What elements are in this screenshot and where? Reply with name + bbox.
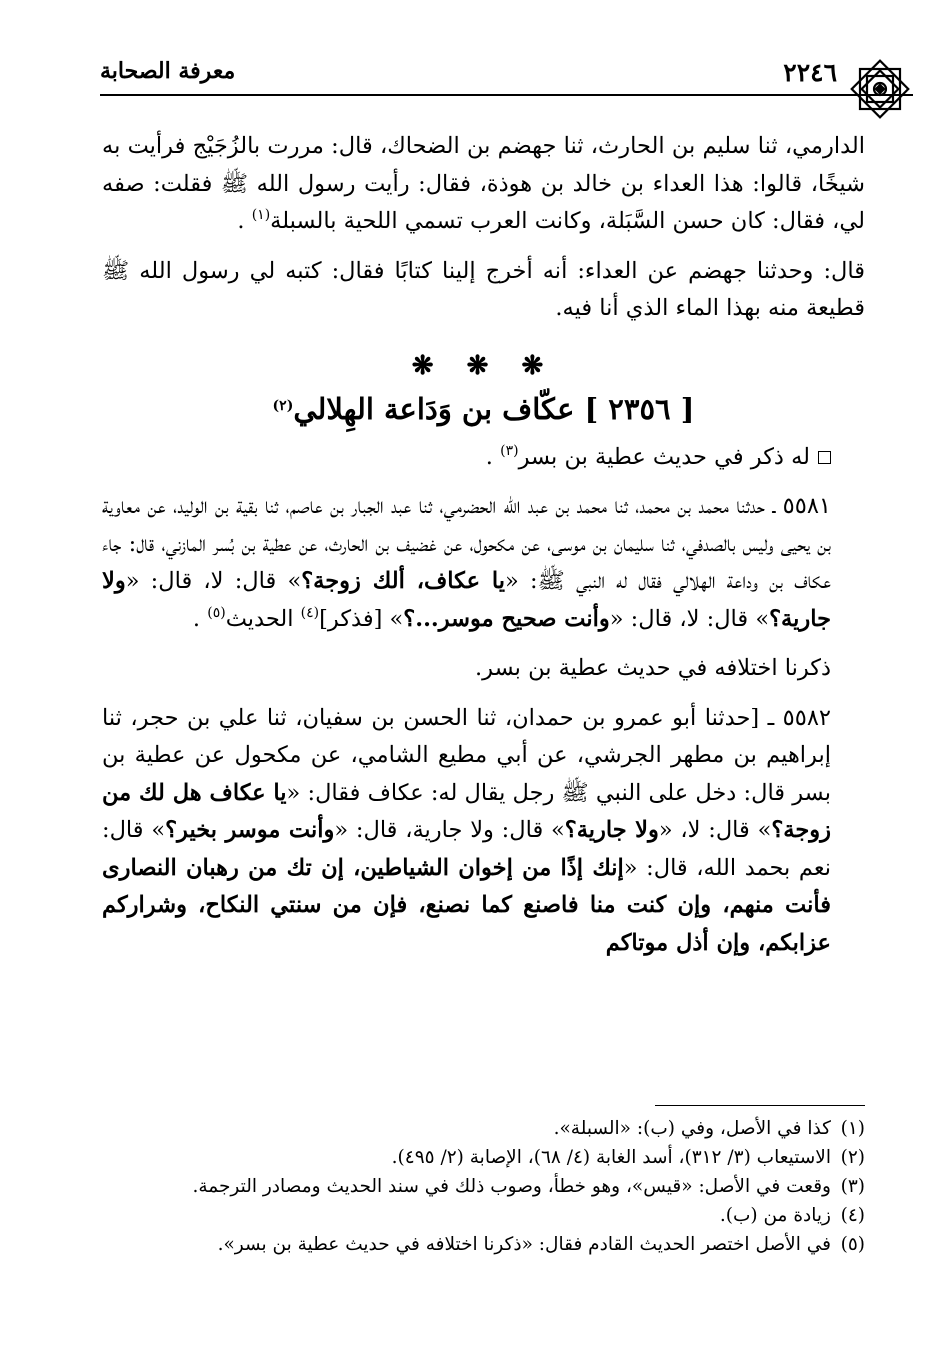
hadith-5582-quote-3: وأنت موسر بخير؟: [165, 817, 335, 843]
hadith-5582-text: ٥٥٨٢ ـ [حدثنا أبو عمرو بن حمدان، ثنا الحسن بن سفيان، ثنا علي بن حجر، ثنا إبراهيم بن مطهر الجرشي، عن أبي مطيع الشامي، عن مكحول عن عطية بن بسر قال: دخل على النبي ﷺ رجل يقال له: عكاف فقال: «: [102, 704, 831, 806]
hadith-5581-quote-2: ولا جارية؟: [102, 568, 831, 632]
footnote-text: في الأصل اختصر الحديث القادم فقال: «ذكرنا اختلافه في حديث عطية بن بسر».: [217, 1234, 831, 1255]
footnote-text: زيادة من (ب).: [719, 1205, 831, 1226]
note-line-end: .: [485, 443, 501, 470]
footnote-number: (٣): [840, 1176, 865, 1197]
paragraph-1: [102, 128, 865, 241]
footnote-3: [102, 1172, 865, 1201]
footnote-2: [102, 1143, 865, 1172]
footnote-number: (١): [840, 1118, 865, 1139]
section-divider-stars: ❋ ❋ ❋: [411, 350, 556, 381]
hadith-5582-text: » قال: لا، «: [658, 817, 772, 843]
footnote-ref-2: (٢): [272, 398, 294, 414]
hadith-5581-text: الحديث: [225, 605, 301, 632]
paragraph-1-end: .: [237, 208, 252, 234]
entry-title-text: [ ٢٣٥٦ ] عكّاف بن وَدَاعة الهِلالي: [293, 392, 695, 426]
footnote-number: (٤): [840, 1205, 865, 1226]
hadith-5582-quote-1: يا عكاف هل لك من زوجة؟: [102, 779, 831, 843]
entry-title: [102, 391, 865, 429]
hadith-5581-text: ٥٥٨١ ـ حدثنا محمد بن محمد، ثنا محمد بن عبد الله الحضرمي، ثنا عبد الجبار بن عاصم، ثنا بقية بن الوليد، عن معاوية بن يحيى وليس بالصدفي، ثنا سليمان بن موسى، عن مكحول، عن غضيف بن الحارث، عن عطية بن بُسر المازني، قال: جاء عكاف بن وداعة الهلالي فقال له النبي ﷺ: «: [102, 493, 831, 594]
footnote-ref-1: (١): [251, 207, 271, 223]
footnote-ref-4: (٤): [300, 604, 320, 621]
square-bullet-icon: [818, 451, 831, 464]
ornament-star-icon: [847, 56, 913, 122]
ikhtilaf-note: ذكرنا اختلافه في حديث عطية بن بسر.: [475, 655, 831, 681]
hadith-5582-text: » قال: نعم بحمد الله، قال: «: [102, 817, 831, 881]
footnote-text: وقعت في الأصل: «قيس»، وهو خطأ، وصوب ذلك في سند الحديث ومصادر الترجمة.: [192, 1176, 831, 1197]
footnote-1: [102, 1114, 865, 1143]
paragraph-2: قال: وحدثنا جهضم عن العداء: أنه أخرج إلينا كتابًا فقال: كتبه لي رسول الله ﷺ قطيعة منه بهذا الماء الذي أنا فيه.: [102, 257, 865, 321]
note-line: [102, 439, 865, 477]
hadith-5582-quote-2: ولا جارية؟: [564, 817, 659, 843]
hadith-5581-text: » قال: لا، قال: «: [125, 568, 302, 594]
hadith-5582-quote-4: إنك إذًا من إخوان الشياطين، إن تك من رهبان النصارى فأنت منهم، وإن كنت منا فاصنع كما نصنع، فإن من سنتي النكاح، وشراركم عزابكم، وإن أذل موتاكم: [102, 854, 831, 956]
running-title: معرفة الصحابة: [100, 58, 236, 84]
footnote-5: [102, 1230, 865, 1259]
footnote-4: [102, 1201, 865, 1230]
main-text: [102, 128, 865, 962]
hadith-5582: [102, 700, 865, 963]
footnote-number: (٥): [840, 1234, 865, 1255]
page-header: [100, 56, 913, 100]
footnote-ref-3: (٣): [500, 442, 519, 459]
header-rule: [100, 94, 913, 96]
footnote-rule: [655, 1105, 865, 1106]
hadith-5581: [102, 488, 865, 638]
paragraph-1-text: الدارمي، ثنا سليم بن الحارث، ثنا جهضم بن الضحاك، قال: مررت بالزُجَيْج فرأيت به شيخًا، قالوا: هذا العداء بن خالد بن هوذة، فقال: رأيت رسول الله ﷺ فقلت: صفه لي، فقال: كان حسن السَّبَلة، وكانت العرب تسمي اللحية بالسبلة: [102, 133, 865, 234]
hadith-5581-text: » [فذكر]: [319, 605, 404, 632]
footnote-number: (٢): [840, 1147, 865, 1168]
footnote-text: الاستيعاب (٣/ ٣١٢)، أسد الغابة (٤/ ٦٨)، الإصابة (٢/ ٤٩٥).: [391, 1147, 831, 1168]
hadith-5581-text: .: [192, 605, 208, 632]
footnote-ref-5: (٥): [207, 604, 226, 621]
hadith-5582-text: » قال: ولا جارية، قال: «: [334, 817, 565, 843]
note-line-text: له ذكر في حديث عطية بن بسر: [518, 443, 810, 470]
hadith-5581-quote-3: وأنت صحيح موسر...؟: [403, 605, 610, 632]
footnotes: [102, 1114, 865, 1259]
footnote-text: كذا في الأصل، وفي (ب): «السبلة».: [553, 1118, 831, 1139]
hadith-5581-text: » قال: لا، قال: «: [609, 605, 770, 632]
hadith-5581-quote-1: يا عكاف، ألك زوجة؟: [301, 568, 506, 594]
page-number: ٢٢٤٦: [783, 58, 837, 87]
